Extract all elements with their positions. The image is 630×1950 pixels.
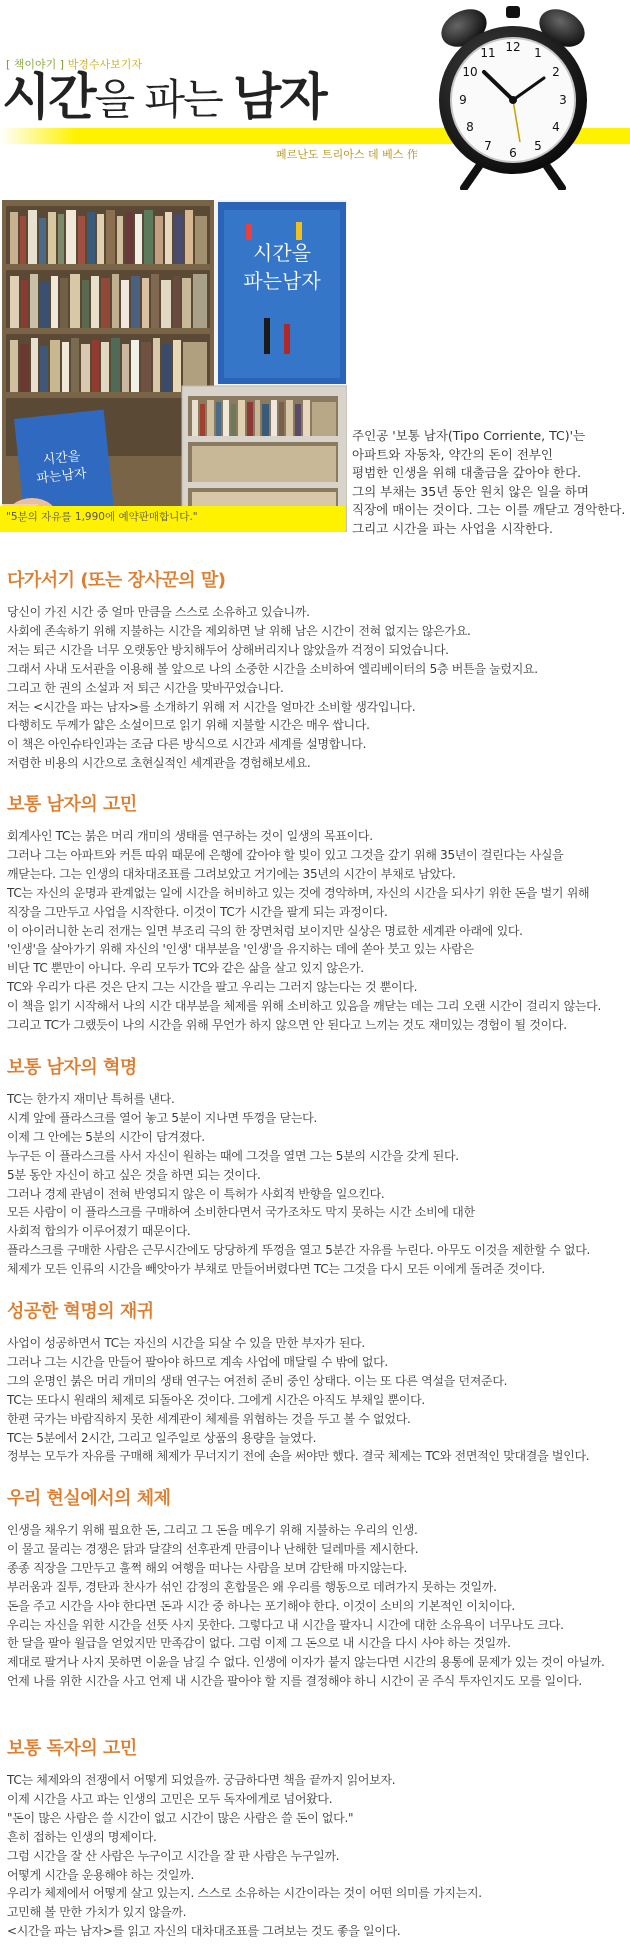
- section-reality-system: [7, 1484, 625, 1691]
- body-line: 이 책을 읽기 시작해서 나의 시간 대부분을 체제를 위해 소비하고 있음을 깨닫는 데는 그리 오랜 시간이 걸리지 않는다.: [7, 999, 601, 1014]
- svg-text:11: 11: [480, 46, 496, 60]
- body-line: TC는 또다시 원래의 체제로 되돌아온 것이다. 그에게 시간은 아직도 부채일 뿐이다.: [7, 1392, 425, 1407]
- body-line: 이 물고 물리는 경쟁은 닭과 달걀의 선후관계 만큼이나 난해한 딜레마를 제시한다.: [7, 1541, 419, 1556]
- svg-text:5: 5: [534, 139, 542, 153]
- body-line: 언제 나를 위한 시간을 사고 언제 내 시간을 팔아야 할 지를 결정해야 하니 시간이 곧 주식 투자인지도 모를 일이다.: [7, 1674, 582, 1689]
- body-line: 모든 사람이 이 플라스크를 구매하여 소비한다면서 국가조차도 막지 못하는 시간 소비에 대한: [7, 1205, 475, 1220]
- body-line: 플라스크를 구매한 사람은 근무시간에도 당당하게 뚜껑을 열고 5분간 자유를 누린다. 아무도 이것을 제한할 수 없다.: [7, 1243, 591, 1258]
- section-body: [7, 1521, 625, 1691]
- section-reader-worry: [7, 1734, 625, 1941]
- body-line: 회계사인 TC는 붉은 머리 개미의 생태를 연구하는 것이 일생의 목표이다.: [7, 829, 373, 843]
- body-line: 5분 동안 자신이 하고 싶은 것을 하면 되는 것이다.: [7, 1167, 261, 1182]
- intro-text: [352, 427, 627, 538]
- header: [0, 0, 630, 190]
- body-line: 그리고 TC가 그랬듯이 나의 시간을 위해 무언가 하지 않으면 안 된다고 느끼는 것도 재미있는 경험이 될 것이다.: [7, 1018, 567, 1033]
- intro-line: 직장에 매이는 것이다. 그는 이를 깨닫고 경악한다.: [352, 502, 626, 517]
- svg-text:7: 7: [484, 139, 492, 153]
- body-line: 다행히도 두께가 얇은 소설이므로 읽기 위해 지불할 시간은 매우 쌉니다.: [7, 718, 370, 733]
- body-line: 한 달을 팔아 월급을 얻었지만 만족감이 없다. 그럼 이제 그 돈으로 내 시간을 다시 사야 하는 것일까.: [7, 1636, 511, 1651]
- body-line: 그러나 경제 관념이 전혀 반영되지 않은 이 특허가 사회적 반향을 일으킨다.: [7, 1186, 385, 1201]
- body-line: 부러움과 질투, 경탄과 찬사가 섞인 감정의 혼합물은 왜 우리를 행동으로 데려가지 못하는 것일까.: [7, 1579, 497, 1594]
- bookshelf-photo: [2, 200, 347, 532]
- body-line: 직장을 그만두고 사업을 시작한다. 이것이 TC가 시간을 팔게 되는 과정이다.: [7, 904, 388, 919]
- body-line: 이제 시간을 사고 파는 인생의 고민은 모두 독자에게로 넘어왔다.: [7, 1791, 333, 1806]
- section-body: [7, 603, 625, 773]
- body-line: 그의 운명인 붉은 머리 개미의 생태 연구는 여전히 준비 중인 상태다. 이는 또 다른 역설을 던져준다.: [7, 1373, 508, 1388]
- body-line: 그러나 그는 시간을 만들어 팔아야 하므로 계속 사업에 매달릴 수 밖에 없다.: [7, 1354, 388, 1369]
- body-line: 저는 퇴근 시간을 너무 오랫동안 방치해두어 상해버리지나 않았을까 걱정이 되었습니다.: [7, 642, 449, 657]
- section-title: 보통 남자의 혁명: [7, 1057, 137, 1078]
- body-line: TC는 한가지 재미난 특허를 낸다.: [7, 1092, 175, 1106]
- svg-text:8: 8: [466, 120, 474, 134]
- body-line: 그러나 그는 아파트와 커튼 따위 때문에 은행에 갚아야 할 빚이 있고 그것을 갚기 위해 35년이 걸린다는 사실을: [7, 847, 564, 862]
- body-line: 비단 TC 뿐만이 아니다. 우리 모두가 TC와 같은 삶을 살고 있지 않은가.: [7, 961, 364, 976]
- section-approach: [7, 566, 625, 773]
- body-line: '인생'을 살아가기 위해 자신의 '인생' 대부분을 '인생'을 유지하는 데에 쏟아 붓고 있는 사람은: [7, 942, 474, 957]
- body-line: 누구든 이 플라스크를 사서 자신이 원하는 때에 그것을 열면 그는 5분의 시간을 갖게 된다.: [7, 1148, 459, 1163]
- body-line: TC는 5분에서 2시간, 그리고 일주일로 상품의 용량을 늘였다.: [7, 1430, 317, 1445]
- body-line: TC는 자신의 운명과 관계없는 일에 시간을 허비하고 있는 것에 경악하며, 자신의 시간을 되사기 위한 돈을 벌기 위해: [7, 885, 590, 900]
- section-body: [7, 1771, 625, 1941]
- body-line: 이제 그 안에는 5분의 시간이 담겨졌다.: [7, 1129, 205, 1144]
- book-author: 페르난도 트리아스 데 베스 作: [276, 148, 418, 161]
- section-title: 다가서기 (또는 장사꾼의 말): [7, 570, 226, 591]
- svg-text:6: 6: [509, 146, 517, 160]
- body-line: 저는 <시간을 파는 남자>를 소개하기 위해 저 시간을 얼마간 소비할 생각입니다.: [7, 699, 416, 714]
- svg-text:12: 12: [505, 40, 521, 54]
- body-line: 이 책은 아인슈타인과는 조금 다른 방식으로 시간과 세계를 설명합니다.: [7, 737, 367, 752]
- body-line: 한편 국가는 바람직하지 못한 세계관이 체제를 위협하는 것을 두고 볼 수 없었다.: [7, 1411, 411, 1426]
- alarm-clock-icon: [402, 2, 630, 190]
- svg-text:2: 2: [552, 65, 560, 79]
- body-line: 어떻게 시간을 운용해야 하는 것일까.: [7, 1867, 194, 1882]
- body-line: 고민해 볼 만한 가치가 있지 않을까.: [7, 1905, 187, 1920]
- photo-caption: "5분의 자유를 1,990에 예약판매합니다.": [6, 511, 198, 523]
- body-line: 사회에 존속하기 위해 지불하는 시간을 제외하면 날 위해 남은 시간이 전혀 없지는 않은가요.: [7, 623, 471, 638]
- section-title: 보통 독자의 고민: [7, 1738, 137, 1759]
- body-line: <시간을 파는 남자>를 읽고 자신의 대차대조표를 그려보는 것도 좋을 일이다.: [7, 1924, 401, 1939]
- svg-text:4: 4: [552, 120, 560, 134]
- body-line: 우리가 체제에서 어떻게 살고 있는지. 스스로 소유하는 시간이라는 것이 어떤 의미를 가지는지.: [7, 1886, 482, 1901]
- body-line: 제대로 팔거나 사지 못하면 이윤을 남길 수 없다. 인생에 이자가 붙지 않는다면 시간의 용통에 문제가 있는 것이 아닐까.: [7, 1655, 605, 1670]
- title-part-3: 남자: [233, 68, 326, 126]
- section-ordinary-man-worry: [7, 790, 625, 1035]
- page-title: [2, 68, 326, 126]
- body-line: 종종 직장을 그만두고 훌쩍 해외 여행을 떠나는 사람을 보며 감탄해 마지않는다.: [7, 1560, 408, 1575]
- body-line: 체제가 모든 인류의 시간을 빼앗아가 부채로 만들어버렸다면 TC는 그것을 다시 모든 이에게 돌려준 것이다.: [7, 1262, 545, 1277]
- body-line: 흔히 접하는 인생의 명제이다.: [7, 1829, 157, 1844]
- body-line: 이 아이러니한 논리 전개는 일면 부조리 극의 한 장면처럼 보이지만 실상은 명료한 세계관 아래에 있다.: [7, 923, 523, 938]
- section-ordinary-man-revolution: [7, 1053, 625, 1279]
- section-body: [7, 827, 625, 1035]
- svg-text:시간을: 시간을: [42, 449, 82, 468]
- body-line: 정부는 모두가 자유를 구매해 체제가 무너지기 전에 손을 써야만 했다. 결국 체제는 TC와 전면적인 맞대결을 벌인다.: [7, 1449, 590, 1464]
- body-line: 사업이 성공하면서 TC는 자신의 시간을 되살 수 있을 만한 부자가 된다.: [7, 1336, 365, 1350]
- kicker-category: [ 책이야기 ]: [6, 58, 65, 71]
- body-line: TC와 우리가 다른 것은 단지 그는 시간을 팔고 우리는 그러지 않는다는 것 뿐이다.: [7, 980, 418, 995]
- intro-line: 아파트와 자동차, 약간의 돈이 전부인: [352, 446, 553, 462]
- body-line: "돈이 많은 사람은 쓸 시간이 없고 시간이 많은 사람은 쓸 돈이 없다.": [7, 1810, 354, 1825]
- intro-line: 그의 부채는 35년 동안 원치 않은 일을 하며: [352, 483, 589, 499]
- section-body: [7, 1334, 625, 1466]
- svg-text:파는남자: 파는남자: [35, 466, 88, 487]
- section-title: 우리 현실에서의 체제: [7, 1488, 171, 1509]
- svg-text:파는남자: 파는남자: [243, 269, 321, 293]
- body-line: 우리는 자신을 위한 시간을 선뜻 사지 못한다. 그렇다고 내 시간을 팔자니 시간에 대한 소유욕이 너무나도 크다.: [7, 1617, 564, 1632]
- body-line: 사회적 합의가 이루어졌기 때문이다.: [7, 1224, 191, 1239]
- intro-line: 그리고 시간을 파는 사업을 시작한다.: [352, 520, 553, 536]
- section-successful-revolution: [7, 1297, 625, 1466]
- section-title: 보통 남자의 고민: [7, 794, 137, 815]
- body-line: 시계 앞에 플라스크를 열어 놓고 5분이 지나면 뚜껑을 닫는다.: [7, 1110, 317, 1125]
- body-line: 깨닫는다. 그는 인생의 대차대조표를 그려보았고 거기에는 35년의 시간이 부채로 남았다.: [7, 866, 456, 881]
- body-line: 그럼 시간을 잘 산 사람은 누구이고 시간을 잘 판 사람은 누구일까.: [7, 1848, 340, 1863]
- title-part-2: 을 파는: [94, 75, 234, 124]
- section-title: 성공한 혁명의 재귀: [7, 1301, 154, 1322]
- body-line: TC는 체제와의 전쟁에서 어떻게 되었을까. 궁금하다면 책을 끝까지 읽어보자.: [7, 1773, 396, 1787]
- book-photo-collage: [2, 200, 347, 532]
- section-body: [7, 1090, 625, 1279]
- intro-line: 평범한 인생을 위해 대출금을 갚아야 한다.: [352, 465, 582, 480]
- body-line: 저렴한 비용의 시간으로 초현실적인 세계관을 경험해보세요.: [7, 756, 311, 771]
- body-line: 당신이 가진 시간 중 얼마 만큼을 스스로 소유하고 있습니까.: [7, 605, 310, 619]
- intro-line: 주인공 '보통 남자(Tipo Corriente, TC)'는: [352, 428, 586, 443]
- body-line: 돈을 주고 시간을 사야 한다면 돈과 시간 중 하나는 포기해야 한다. 이것이 소비의 기본적인 이치이다.: [7, 1598, 515, 1613]
- title-part-1: 시간: [2, 68, 95, 126]
- svg-text:9: 9: [459, 93, 467, 107]
- svg-text:1: 1: [534, 46, 542, 60]
- body-line: 인생을 채우기 위해 필요한 돈, 그리고 그 돈을 메우기 위해 지불하는 우리의 인생.: [7, 1523, 418, 1537]
- svg-text:3: 3: [559, 93, 567, 107]
- body-line: 그리고 한 권의 소설과 저 퇴근 시간을 맞바꾸었습니다.: [7, 680, 284, 695]
- svg-text:시간을: 시간을: [253, 241, 311, 265]
- body-line: 그래서 사내 도서관을 이용해 볼 앞으로 나의 소중한 시간을 소비하여 엘리베이터의 5층 버튼을 눌렀지요.: [7, 661, 538, 676]
- kicker-reporter: 박경수사보기자: [67, 58, 142, 71]
- svg-text:10: 10: [462, 65, 478, 79]
